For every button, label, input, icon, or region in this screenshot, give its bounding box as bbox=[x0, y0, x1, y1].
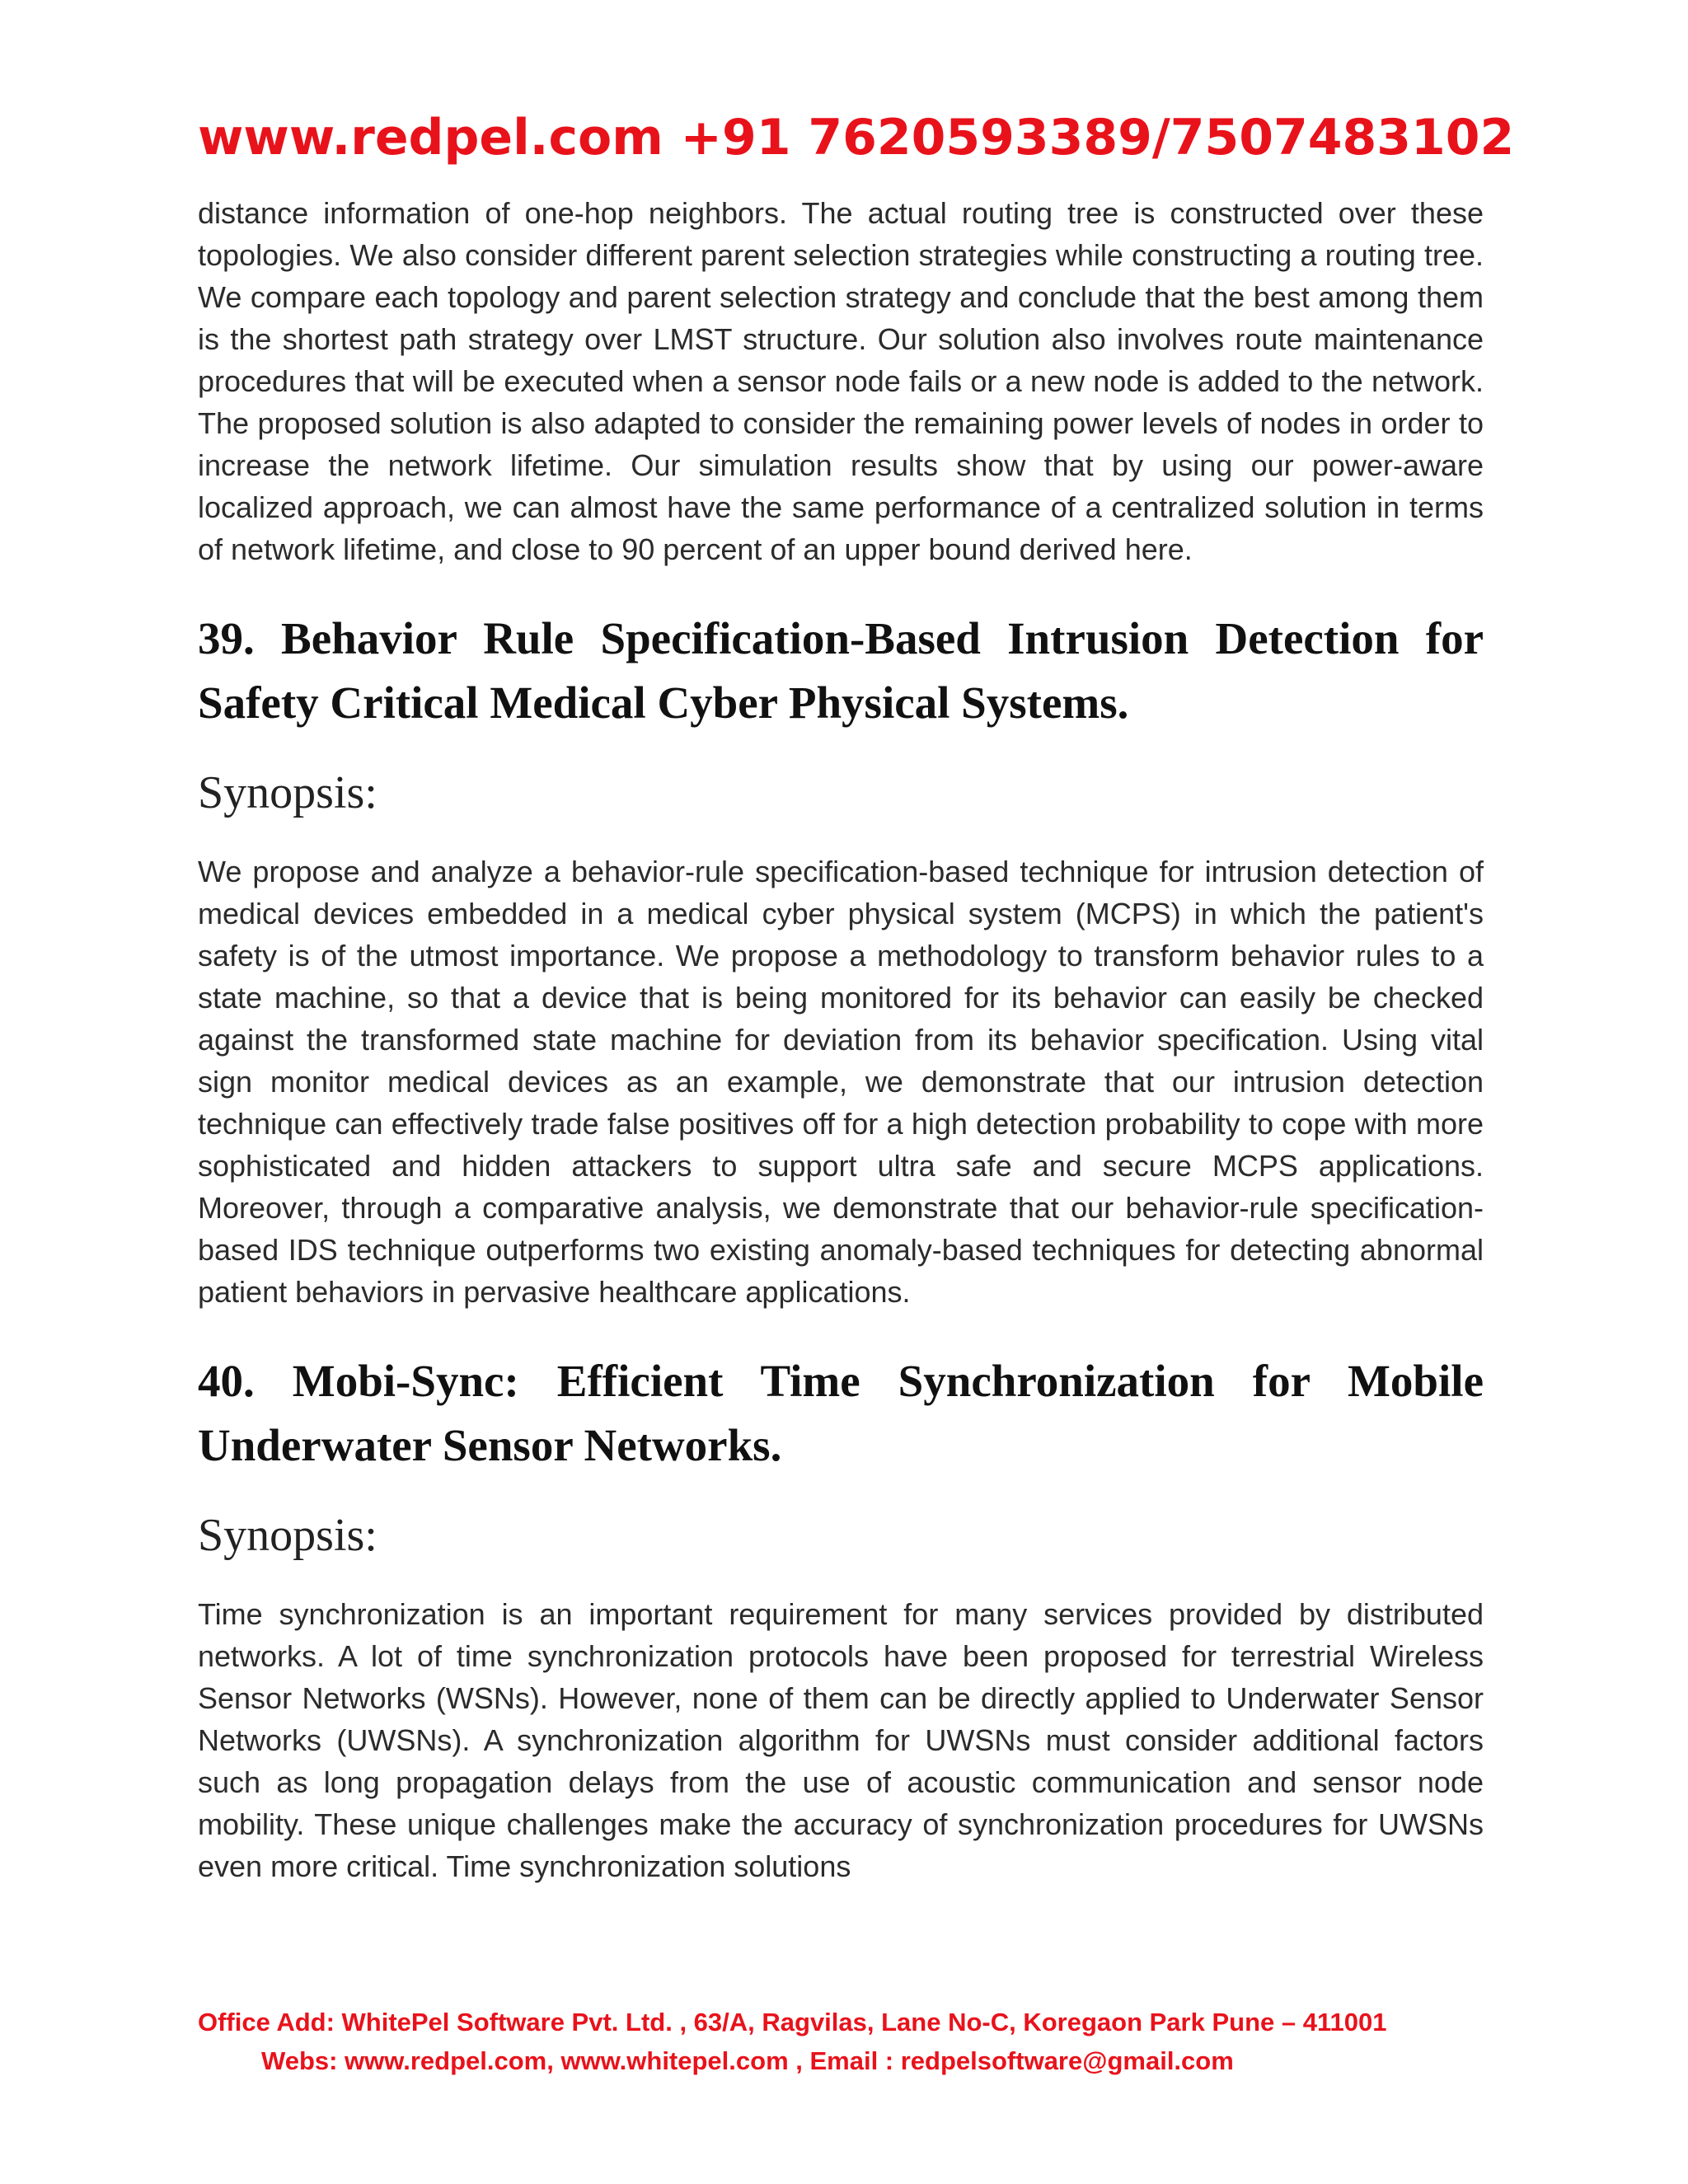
section-39-synopsis: We propose and analyze a behavior-rule specification-based technique for intrusion detection of medical devices embedded in a medical cyber physical system (MCPS) in which the patient's safety is of the utmost importance. We propose a methodology to transform behavior rules to a state machine, so that a device that is being monitored for its behavior can easily be checked against the transformed state machine for deviation from its behavior specification. Using vital sign monitor medical devices as an example, we demonstrate that our intrusion detection technique can effectively trade false positives off for a high detection probability to cope with more sophisticated and hidden attackers to support ultra safe and secure MCPS applications. Moreover, through a comparative analysis, we demonstrate that our behavior-rule specification-based IDS technique outperforms two existing anomaly-based techniques for detecting abnormal patient behaviors in pervasive healthcare applications. bbox=[198, 855, 1484, 1309]
section-39-synopsis-label: Synopsis: bbox=[198, 767, 377, 818]
section-40-synopsis: Time synchronization is an important requirement for many services provided by distributed networks. A lot of time synchronization protocols have been proposed for terrestrial Wireless Sensor Networks (WSNs). However, none of them can be directly applied to Underwater Sensor Networks (UWSNs). A synchronization algorithm for UWSNs must consider additional factors such as long propagation delays from the use of acoustic communication and sensor node mobility. These unique challenges make the accuracy of synchronization procedures for UWSNs even more critical. Time synchronization solutions bbox=[198, 1597, 1484, 1883]
section-40-title: 40. Mobi-Sync: Efficient Time Synchronization for Mobile Underwater Sensor Networks. bbox=[198, 1356, 1484, 1470]
footer-office-address: Office Add: WhitePel Software Pvt. Ltd. , 63/A, Ragvilas, Lane No-C, Koregaon Park Pune – 411001 bbox=[198, 2008, 1387, 2036]
page-header-contact: www.redpel.com +91 7620593389/7507483102 bbox=[198, 109, 1515, 166]
section-40-synopsis-label: Synopsis: bbox=[198, 1510, 377, 1561]
page-content bbox=[198, 192, 1484, 1887]
intro-paragraph: distance information of one-hop neighbors. The actual routing tree is constructed over these topologies. We also consider different parent selection strategies while constructing a routing tree. We compare each topology and parent selection strategy and conclude that the best among them is the shortest path strategy over LMST structure. Our solution also involves route maintenance procedures that will be executed when a sensor node fails or a new node is added to the network. The proposed solution is also adapted to consider the remaining power levels of nodes in order to increase the network lifetime. Our simulation results show that by using our power-aware localized approach, we can almost have the same performance of a centralized solution in terms of network lifetime, and close to 90 percent of an upper bound derived here. bbox=[198, 196, 1484, 566]
footer-web-email: Webs: www.redpel.com, www.whitepel.com , Email : redpelsoftware@gmail.com bbox=[261, 2046, 1234, 2075]
section-39-title: 39. Behavior Rule Specification-Based Intrusion Detection for Safety Critical Medical Cyber Physical Systems. bbox=[198, 613, 1484, 728]
